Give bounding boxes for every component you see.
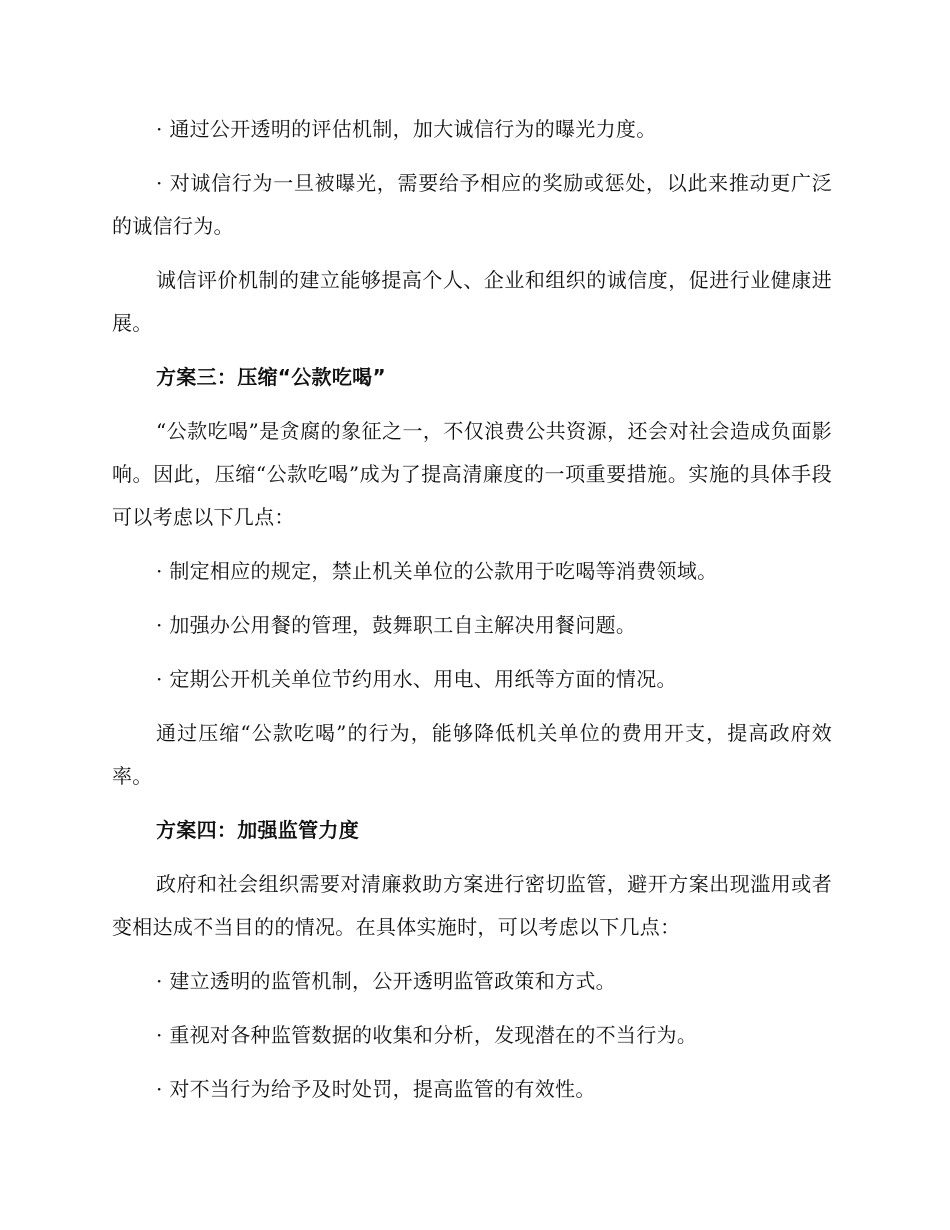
bullet-item: · 通过公开透明的评估机制，加大诚信行为的曝光力度。 bbox=[156, 117, 657, 141]
section-heading: 方案三：压缩“公款吃喝” bbox=[156, 365, 386, 389]
body-paragraph: 通过压缩“公款吃喝”的行为，能够降低机关单位的费用开支，提高政府效率。 bbox=[112, 721, 832, 788]
bullet-item: · 重视对各种监管数据的收集和分析，发现潜在的不当行为。 bbox=[156, 1023, 698, 1047]
bullet-item: · 对不当行为给予及时处罚，提高监管的有效性。 bbox=[156, 1077, 596, 1101]
bullet-item: · 对诚信行为一旦被曝光，需要给予相应的奖励或惩处，以此来推动更广泛的诚信行为。 bbox=[112, 171, 832, 238]
section-heading: 方案四：加强监管力度 bbox=[156, 818, 359, 842]
document-page bbox=[112, 108, 832, 1111]
body-paragraph: “公款吃喝”是贪腐的象征之一，不仅浪费公共资源，还会对社会造成负面影响。因此，压缩“公款吃喝”成为了提高清廉度的一项重要措施。实施的具体手段可以考虑以下几点： bbox=[112, 419, 832, 529]
bullet-item: · 加强办公用餐的管理，鼓舞职工自主解决用餐问题。 bbox=[156, 613, 637, 637]
bullet-item: · 定期公开机关单位节约用水、用电、用纸等方面的情况。 bbox=[156, 667, 677, 691]
body-paragraph: 诚信评价机制的建立能够提高个人、企业和组织的诚信度，促进行业健康进展。 bbox=[112, 268, 832, 335]
body-paragraph: 政府和社会组织需要对清廉救助方案进行密切监管，避开方案出现滥用或者变相达成不当目的的情况。在具体实施时，可以考虑以下几点： bbox=[112, 872, 832, 939]
bullet-item: · 建立透明的监管机制，公开透明监管政策和方式。 bbox=[156, 969, 616, 993]
bullet-item: · 制定相应的规定，禁止机关单位的公款用于吃喝等消费领域。 bbox=[156, 559, 718, 583]
